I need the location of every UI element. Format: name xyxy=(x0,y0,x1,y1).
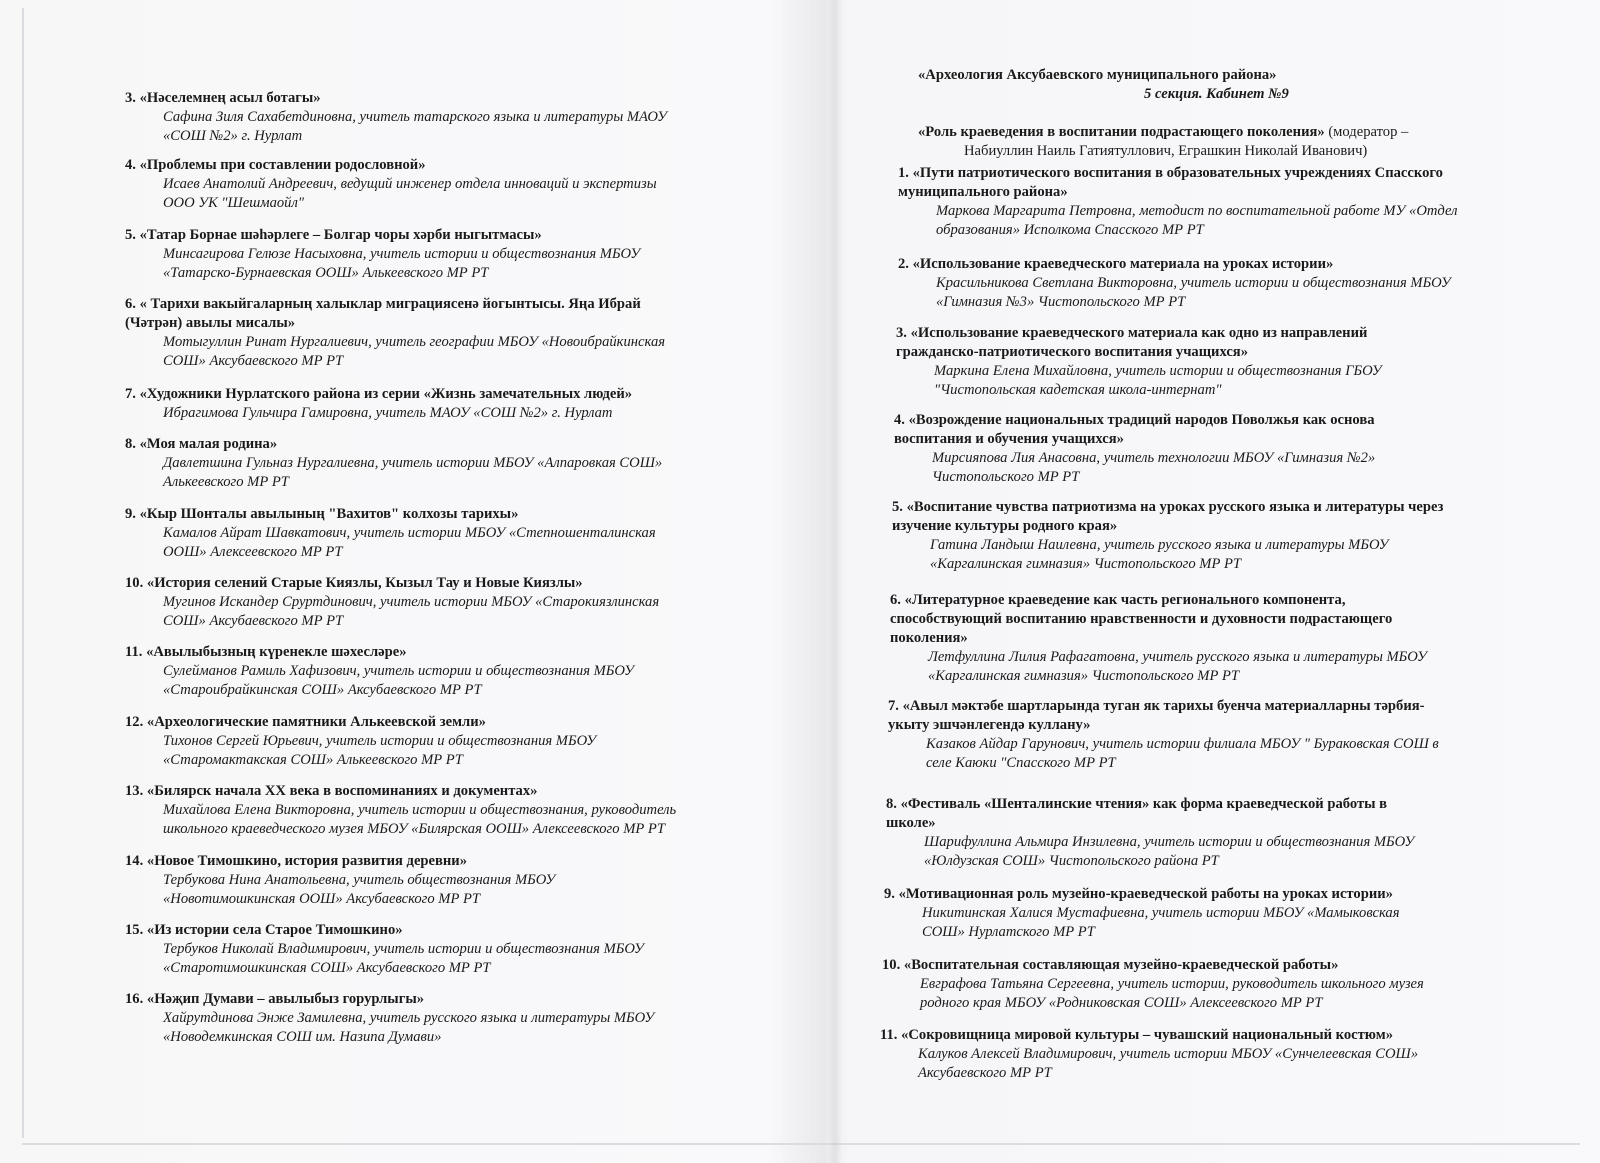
program-entry xyxy=(125,713,596,770)
entry-author: Сулейманов Рамиль Хафизович, учитель истории и обществознания МБОУ «Староибрайкинская СОШ» Аксубаевского МР РТ xyxy=(163,663,634,698)
program-entry xyxy=(125,505,656,562)
entry-title: 9. «Мотивационная роль музейно-краеведческой работы на уроках истории» xyxy=(884,886,1393,902)
entry-author: Тербуков Николай Владимирович, учитель истории и обществознания МБОУ «Старотимошкинская СОШ» Аксубаевского МР РТ xyxy=(163,941,644,976)
entry-title: 5. «Татар Борнае шәһәрлеге – Болгар чоры хәрби ныгытмасы» xyxy=(125,227,542,243)
entry-author: Давлетшина Гульназ Нургалиевна, учитель истории МБОУ «Алпаровкая СОШ» Алькеевского МР РТ xyxy=(163,455,663,490)
program-entry xyxy=(896,324,1382,400)
program-entry xyxy=(125,990,654,1047)
section-topic-moderator-label: (модератор – xyxy=(1324,124,1409,140)
entry-title: 2. «Использование краеведческого материала на уроках истории» xyxy=(898,256,1334,272)
page-edge-bottom xyxy=(22,1143,1580,1145)
entry-author: Казаков Айдар Гарунович, учитель истории филиала МБОУ " Бураковская СОШ в селе Каюки "Спасского МР РТ xyxy=(926,736,1439,771)
program-entry xyxy=(880,1026,1418,1083)
entry-title: 6. «Литературное краеведение как часть регионального компонента, способствующий воспитанию нравственности и духовности подрастающего поколения» xyxy=(890,592,1393,646)
entry-author: Сафина Зиля Сахабетдиновна, учитель татарского языка и литературы МАОУ «СОШ №2» г. Нурлат xyxy=(163,109,667,144)
entry-author: Гатина Ландыш Наилевна, учитель русского языка и литературы МБОУ «Каргалинская гимназия» Чистопольского МР РТ xyxy=(930,537,1389,572)
entry-title: 10. «Воспитательная составляющая музейно-краеведческой работы» xyxy=(882,957,1339,973)
program-entry xyxy=(898,255,1451,312)
entry-author: Никитинская Халися Мустафиевна, учитель истории МБОУ «Мамыковская СОШ» Нурлатского МР РТ xyxy=(922,905,1400,940)
entry-title: 8. «Моя малая родина» xyxy=(125,436,278,452)
entry-title: 4. «Проблемы при составлении родословной» xyxy=(125,157,426,173)
entry-title: 7. «Авыл мәктәбе шартларында туган як тарихы буенча материалларны тәрбия- укыту эшчәнлегендә куллану» xyxy=(888,698,1425,733)
program-entry xyxy=(884,885,1400,942)
entry-author: Михайлова Елена Викторовна, учитель истории и обществознания, руководитель школьного краеведческого музея МБОУ «Билярская ООШ» Алексеевского МР РТ xyxy=(163,802,677,837)
program-entry xyxy=(125,852,555,909)
entry-author: Калуков Алексей Владимирович, учитель истории МБОУ «Сунчелеевская СОШ» Аксубаевского МР РТ xyxy=(918,1046,1419,1081)
section-title: 5 секция. Кабинет №9 xyxy=(1144,86,1289,102)
section-topic xyxy=(918,123,1568,161)
program-entry xyxy=(894,411,1375,487)
program-entry xyxy=(125,385,632,423)
program-entry xyxy=(125,921,644,978)
entry-author: Камалов Айрат Шавкатович, учитель истории МБОУ «Степношенталинская ООШ» Алексеевского МР РТ xyxy=(163,525,656,560)
program-entry xyxy=(125,435,662,492)
entry-title: 14. «Новое Тимошкино, история развития деревни» xyxy=(125,853,468,869)
program-entry xyxy=(882,956,1424,1013)
entry-author: Шарифуллина Альмира Инзилевна, учитель истории и обществознания МБОУ «Юлдузская СОШ» Чистопольского района РТ xyxy=(924,834,1415,869)
entry-title: 5. «Воспитание чувства патриотизма на уроках русского языка и литературы через изучение культуры родного края» xyxy=(892,499,1444,534)
entry-title: 16. «Нәҗип Думави – авылыбыз горурлыгы» xyxy=(125,991,425,1007)
entry-author: Ибрагимова Гульчира Гамировна, учитель МАОУ «СОШ №2» г. Нурлат xyxy=(163,405,613,421)
entry-title: 7. «Художники Нурлатского района из серии «Жизнь замечательных людей» xyxy=(125,386,633,402)
program-entry xyxy=(125,574,659,631)
entry-author: Хайрутдинова Энже Замилевна, учитель русского языка и литературы МБОУ «Новодемкинская СОШ им. Назипа Думави» xyxy=(163,1010,655,1045)
entry-author: Минсагирова Гелюзе Насыховна, учитель истории и обществознания МБОУ «Татарско-Бурнаевская ООШ» Алькеевского МР РТ xyxy=(163,246,641,281)
entry-title: 12. «Археологические памятники Алькеевской земли» xyxy=(125,714,486,730)
entry-title: 3. «Нәселемнең асыл ботагы» xyxy=(125,90,321,106)
entry-author: Мугинов Искандер Сруртдинович, учитель истории МБОУ «Старокиязлинская СОШ» Аксубаевского МР РТ xyxy=(163,594,660,629)
entry-title: 6. « Тарихи вакыйгаларның халыклар миграциясенә йогынтысы. Яңа Ибрай (Чәтрән) авылы мисалы» xyxy=(125,296,641,331)
program-entry xyxy=(125,295,665,371)
program-entry xyxy=(125,643,634,700)
entry-title: 10. «История селений Старые Киязлы, Кызыл Тау и Новые Киязлы» xyxy=(125,575,583,591)
program-entry xyxy=(125,226,640,283)
program-entry xyxy=(888,697,1439,773)
entry-author: Красильникова Светлана Викторовна, учитель истории и обществознания МБОУ «Гимназия №3» Чистопольского МР РТ xyxy=(936,275,1451,310)
program-entry xyxy=(892,498,1443,574)
header-line: «Археология Аксубаевского муниципального района» xyxy=(918,67,1277,83)
program-entry xyxy=(898,164,1457,240)
program-entry xyxy=(125,156,657,213)
entry-title: 8. «Фестиваль «Шенталинские чтения» как форма краеведческой работы в школе» xyxy=(886,796,1388,831)
entry-author: Тербукова Нина Анатольевна, учитель обществознания МБОУ «Новотимошкинская ООШ» Аксубаевского МР РТ xyxy=(163,872,556,907)
section-topic-title: «Роль краеведения в воспитании подрастающего поколения» xyxy=(918,124,1325,140)
entry-title: 11. «Сокровищница мировой культуры – чувашский национальный костюм» xyxy=(880,1027,1394,1043)
entry-title: 4. «Возрождение национальных традиций народов Поволжья как основа воспитания и обучения учащихся» xyxy=(894,412,1375,447)
program-entry xyxy=(886,795,1414,871)
entry-title: 11. «Авылыбызның күренекле шәхесләре» xyxy=(125,644,407,660)
entry-author: Евграфова Татьяна Сергеевна, учитель истории, руководитель школьного музея родного края МБОУ «Родниковская СОШ» Алексеевского МР РТ xyxy=(920,976,1424,1011)
entry-author: Маркина Елена Михайловна, учитель истории и обществознания ГБОУ "Чистопольская кадетская школа-интернат" xyxy=(934,363,1382,398)
entry-author: Маркова Маргарита Петровна, методист по воспитательной работе МУ «Отдел образования» Исполкома Спасского МР РТ xyxy=(936,203,1458,238)
entry-author: Тихонов Сергей Юрьевич, учитель истории и обществознания МБОУ «Старомактакская СОШ» Алькеевского МР РТ xyxy=(163,733,597,768)
entry-title: 15. «Из истории села Старое Тимошкино» xyxy=(125,922,403,938)
entry-title: 13. «Билярск начала XX века в воспоминаниях и документах» xyxy=(125,783,538,799)
program-entry xyxy=(125,782,676,839)
entry-author: Мотыгуллин Ринат Нургалиевич, учитель географии МБОУ «Новоибрайкинская СОШ» Аксубаевского МР РТ xyxy=(163,334,666,369)
entry-title: 9. «Кыр Шонталы авылының "Вахитов" колхозы тарихы» xyxy=(125,506,519,522)
program-entry xyxy=(125,89,667,146)
entry-title: 1. «Пути патриотического воспитания в образовательных учреждениях Спасского муниципального района» xyxy=(898,165,1443,200)
entry-title: 3. «Использование краеведческого материала как одно из направлений гражданско-патриотического воспитания учащихся» xyxy=(896,325,1368,360)
entry-author: Мирсияпова Лия Анасовна, учитель технологии МБОУ «Гимназия №2» Чистопольского МР РТ xyxy=(932,450,1376,485)
page-edge-left xyxy=(22,8,24,1138)
program-entry xyxy=(890,591,1427,686)
entry-author: Летфуллина Лилия Рафагатовна, учитель русского языка и литературы МБОУ «Каргалинская гимназия» Чистопольского МР РТ xyxy=(928,649,1427,684)
page-fold xyxy=(828,0,842,1163)
section-moderators: Набиуллин Наиль Гатиятуллович, Еграшкин Николай Иванович) xyxy=(964,143,1368,159)
entry-author: Исаев Анатолий Андреевич, ведущий инженер отдела инноваций и экспертизы ООО УК "Шешмаойл" xyxy=(163,176,657,211)
